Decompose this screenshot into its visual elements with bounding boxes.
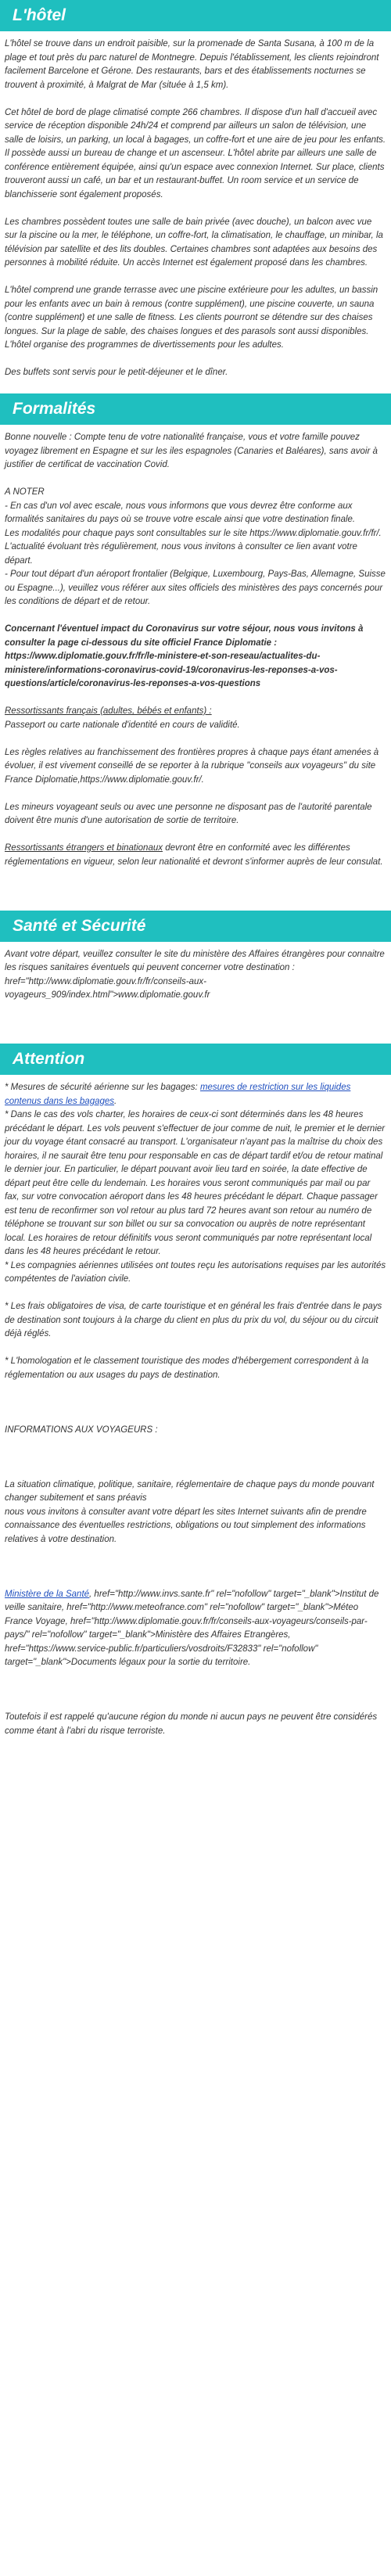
mesures-restriction-link[interactable]: mesures de restriction sur les liquides contenus dans les bagages: [5, 1083, 351, 1106]
formalites-regles: Les règles relatives au franchissement des frontières propres à chaque pays étant amenées à évoluer, il est vivement conseillé de se reporter à la rubrique "conseils aux voyageurs" du site France Diplomatie,https://www.diplomatie.gouv.fr/.: [5, 747, 379, 785]
hotel-paragraph-buffets: Des buffets sont servis pour le petit-déjeuner et le dîner.: [5, 368, 228, 377]
formalites-intro: Bonne nouvelle : Compte tenu de votre nationalité française, vous et votre famille pouvez voyagez librement en Espagne et sur les iles espagnoles (Canaries et Baléares), sans avoir à justifier de certificat de vaccination Covid.: [5, 433, 378, 469]
formalites-note: [5, 486, 386, 609]
formalites-ressortissants-fr: [5, 705, 386, 732]
attention-homologation: * L'homologation et le classement touristique des modes d'hébergement correspondent à la réglementation ou aux usages du pays de destination.: [5, 1356, 369, 1380]
ministere-sante-link[interactable]: Ministère de la Santé: [5, 1589, 90, 1599]
note-title: A NOTER: [5, 487, 45, 497]
attention-content: [0, 1081, 391, 1738]
ressortissants-fr-title: Ressortissants français (adultes, bébés et enfants) :: [5, 706, 212, 716]
hotel-paragraph-facilities: Cet hôtel de bord de plage climatisé compte 266 chambres. Il dispose d'un hall d'accueil avec service de réception disponible 24h/24 et comprend par ailleurs un salon de télévision, une salle de loisirs, un parking, un local à bagages, un coffre-fort et une aire de jeu pour les enfants. Il possède aussi un bureau de change et un ascenseur. L'hôtel abrite par ailleurs une salle de conférence entièrement équipée, ainsi qu'un espace avec connexion Internet. Sur place, clients trouveront aussi un café, un bar et un restaurant-buffet. Un room service et un service de blanchisserie sont également proposés.: [5, 107, 386, 199]
section-attention: [0, 1044, 391, 1738]
note-line-frontalier: - Pour tout départ d'un aéroport frontalier (Belgique, Luxembourg, Pays-Bas, Allemagne, Suisse ou Espagne...), veuillez vous référer aux sites officiels des ministères des pays concernés pour les conditions de départ et de retour.: [5, 569, 386, 606]
etrangers-text: devront être en conformité avec les différentes réglementations en vigueur, selon leur nationalité et devront s'informer auprès de leur consulat.: [5, 843, 383, 867]
etrangers-title: Ressortissants étrangers et binationaux: [5, 843, 163, 853]
attention-situation: La situation climatique, politique, sanitaire, réglementaire de chaque pays du monde pouvant changer subitement et sans préavis nous vous invitons à consulter avant votre départ les sites Internet suivants afin de prendre connaissance des éventuelles restrictions, obligations ou tout simplement des informations relatives à votre destination.: [5, 1479, 375, 1544]
vols-charter: * Dans le cas des vols charter, les horaires de ceux-ci sont déterminés dans les 48 heures précédant le départ. Les vols peuvent s'effectuer de jour comme de nuit, le premier et le dernier jour du voyage étant consacré au transport. L'organisateur n'ayant pas la maîtrise du choix des horaires, il ne saurait être tenu pour responsable en cas de départ tardif et/ou de retour matinal le dernier jour. En particulier, le départ pouvant avoir lieu tard en soirée, la date effective de départ peut être celle du lendemain. Les horaires vous seront communiqués par mail ou par fax, sur votre convocation aéroport dans les 48 heures précédant le départ. Chaque passager est tenu de reconfirmer son vol retour au plus tard 72 heures avant son retour au numéro de téléphone se trouvant sur son billet ou sur sa convocation ou auprès de notre représentant local. Les horaires de retour définitifs vous seront communiqués par notre représentant local dans les 48 heures précédant le retour.: [5, 1110, 386, 1256]
note-line-escale: - En cas d'un vol avec escale, nous vous informons que vous devrez être conforme aux formalités sanitaires du pays où se trouve votre escale ainsi que votre destination finale.: [5, 501, 356, 524]
sante-text: Avant votre départ, veuillez consulter le site du ministère des Affaires étrangères pour connaitre les risques sanitaires éventuels qui peuvent concerner votre destination : href="http://www.diplomatie.gouv.fr/fr/conseils-aux-voyageurs_909/index.html">www.diplomatie.gouv.fr: [5, 949, 385, 1000]
attention-toutefois: Toutefois il est rappelé qu'aucune région du monde ni aucun pays ne peuvent être considérés comme étant à l'abri du risque terroriste.: [5, 1712, 378, 1736]
attention-ministere: [5, 1588, 386, 1670]
hotel-paragraph-location: L'hôtel se trouve dans un endroit paisible, sur la promenade de Santa Susana, à 100 m de la plage et tout près du parc naturel de Montnegre. Depuis l'établissement, les clients rejoindront facilement Barcelone et Gérone. Des restaurants, bars et des établissements nocturnes se trouvent à proximité, à Malgrat de Mar (située à 1,5 km).: [5, 39, 379, 90]
section-title-formalites: Formalités: [0, 393, 391, 425]
ministere-rest: , href="http://www.invs.sante.fr" rel="nofollow" target="_blank">Institut de veille sanitaire, href="http://www.meteofrance.com" rel="nofollow" target="_blank">Méteo France Voyage, href="http://www.diplomatie.gouv.fr/fr/conseils-aux-voyageurs/conseils-par-pays/" rel="nofollow" target="_blank">Ministère des Affaires Etrangères, href="https://www.service-public.fr/particuliers/vosdroits/F32833" rel="nofollow" target="_blank">Documents légaux pour la sortie du territoire.: [5, 1589, 379, 1667]
hotel-paragraph-pools: L'hôtel comprend une grande terrasse avec une piscine extérieure pour les adultes, un bassin pour les enfants avec un bain à remous (contre supplément), une piscine couverte, un sauna (contre supplément) et une salle de fitness. Les clients pourront se détendre sur des chaises longues. Sur la plage de sable, des chaises longues et des parasols sont aussi disponibles. L'hôtel organise des programmes de divertissements pour les adultes.: [5, 286, 378, 350]
sante-content: [0, 948, 391, 1044]
info-voyageurs-title: INFORMATIONS AUX VOYAGEURS :: [5, 1425, 158, 1435]
section-formalites: [0, 393, 391, 911]
attention-frais: * Les frais obligatoires de visa, de carte touristique et en général les frais d'entrée dans le pays de destination sont toujours à la charge du client en plus du prix du vol, du séjour ou du circuit déjà réglés.: [5, 1302, 382, 1338]
formalites-covid: Concernant l'éventuel impact du Coronavirus sur votre séjour, nous vous invitons à consulter la page ci-dessous du site officiel France Diplomatie : https://www.diplomatie.gouv.fr/fr/le-ministere-et-son-reseau/actualites-du-ministere/informations-coronavirus-covid-19/coronavirus-les-reponses-a-vos-questions/article/coronavirus-les-reponses-a-vos-questions: [5, 624, 364, 688]
mesures-suffix: .: [114, 1096, 117, 1106]
hotel-content: [0, 38, 391, 380]
section-hotel: [0, 0, 391, 380]
formalites-etrangers: [5, 842, 386, 869]
compagnies-aeriennes: * Les compagnies aériennes utilisées ont toutes reçu les autorisations requises par les autorités compétentes de l'aviation civile.: [5, 1260, 386, 1284]
section-title-sante: Santé et Sécurité: [0, 911, 391, 942]
formalites-content: [0, 431, 391, 911]
section-title-attention: Attention: [0, 1044, 391, 1075]
hotel-paragraph-rooms: Les chambres possèdent toutes une salle de bain privée (avec douche), un balcon avec vue sur la piscine ou la mer, le téléphone, un coffre-fort, la climatisation, le chauffage, un minibar, la télévision par satellite et des lits doubles. Certaines chambres sont adaptées aux besoins des personnes à mobilité réduite. Un accès Internet est également proposé dans les chambres.: [5, 217, 383, 268]
ressortissants-fr-text: Passeport ou carte nationale d'identité en cours de validité.: [5, 720, 240, 730]
mesures-prefix: * Mesures de sécurité aérienne sur les bagages:: [5, 1083, 200, 1092]
note-line-modalites: Les modalités pour chaque pays sont consultables sur le site https://www.diplomatie.gouv.fr/fr/. L'actualité évoluant très régulièrement, nous vous invitons à consulter ce lien avant votre départ.: [5, 528, 382, 566]
section-title-hotel: L'hôtel: [0, 0, 391, 31]
attention-mesures: [5, 1081, 386, 1287]
section-sante: [0, 911, 391, 1044]
formalites-mineurs: Les mineurs voyageant seuls ou avec une personne ne disposant pas de l'autorité parentale doivent être munis d'une autorisation de sortie de territoire.: [5, 802, 372, 825]
